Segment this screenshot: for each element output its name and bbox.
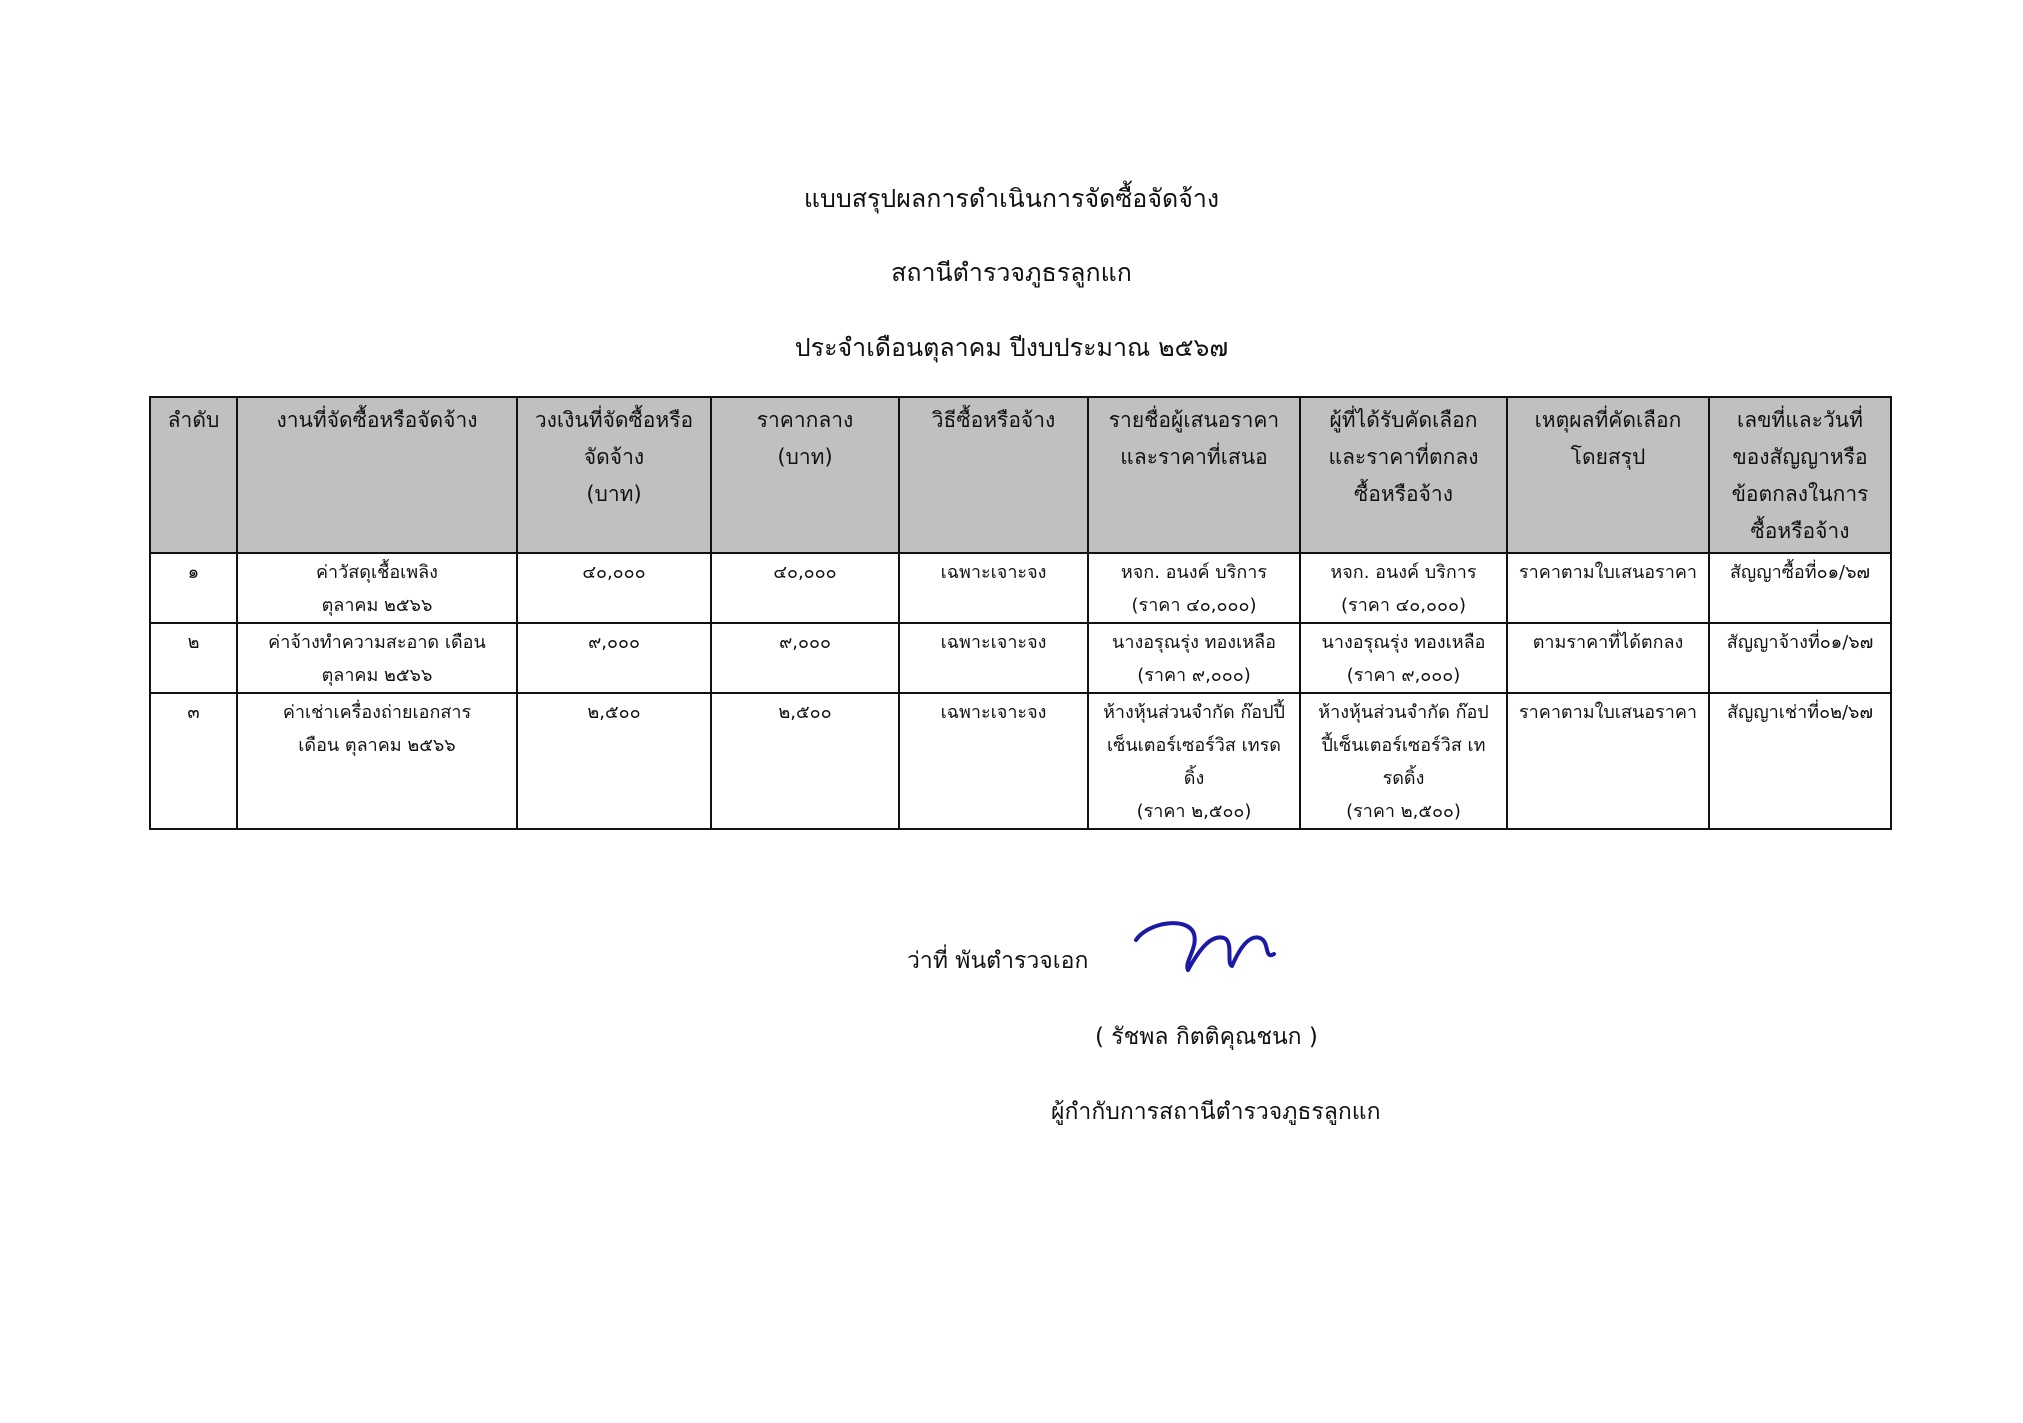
col-header-no: ลำดับ: [150, 397, 237, 553]
cell-reason: ราคาตามใบเสนอราคา: [1507, 553, 1709, 623]
cell-contract: สัญญาจ้างที่๐๑/๖๗: [1709, 623, 1891, 693]
cell-method: เฉพาะเจาะจง: [899, 553, 1088, 623]
table-row: [150, 693, 1891, 829]
col-header-reason: เหตุผลที่คัดเลือก โดยสรุป: [1507, 397, 1709, 553]
col-header-item: งานที่จัดซื้อหรือจัดจ้าง: [237, 397, 517, 553]
table-header-row: [150, 397, 1891, 553]
col-header-budget: วงเงินที่จัดซื้อหรือ จัดจ้าง (บาท): [517, 397, 711, 553]
report-period: ประจำเดือนตุลาคม ปีงบประมาณ ๒๕๖๗: [794, 333, 1229, 362]
cell-median-price: ๔๐,๐๐๐: [711, 553, 899, 623]
cell-bidders: ห้างหุ้นส่วนจำกัด ก๊อปปี้ เซ็นเตอร์เซอร์วิส เทรด ดิ้ง (ราคา ๒,๕๐๐): [1088, 693, 1300, 829]
document-title: แบบสรุปผลการดำเนินการจัดซื้อจัดจ้าง: [803, 184, 1220, 213]
cell-bidders: หจก. อนงค์ บริการ (ราคา ๔๐,๐๐๐): [1088, 553, 1300, 623]
cell-item: ค่าเช่าเครื่องถ่ายเอกสาร เดือน ตุลาคม ๒๕๖๖: [237, 693, 517, 829]
cell-reason: ตามราคาที่ได้ตกลง: [1507, 623, 1709, 693]
cell-no: ๒: [150, 623, 237, 693]
signatory-name: ( รัชพล กิตติคุณชนก ): [1095, 1024, 1318, 1050]
cell-budget: ๙,๐๐๐: [517, 623, 711, 693]
cell-budget: ๔๐,๐๐๐: [517, 553, 711, 623]
signatory-position: ผู้กำกับการสถานีตำรวจภูธรลูกแก: [1051, 1099, 1381, 1125]
cell-method: เฉพาะเจาะจง: [899, 693, 1088, 829]
cell-median-price: ๙,๐๐๐: [711, 623, 899, 693]
col-header-method: วิธีซื้อหรือจ้าง: [899, 397, 1088, 553]
col-header-median-price: ราคากลาง (บาท): [711, 397, 899, 553]
col-header-contract: เลขที่และวันที่ ของสัญญาหรือ ข้อตกลงในการ ซื้อหรือจ้าง: [1709, 397, 1891, 553]
cell-reason: ราคาตามใบเสนอราคา: [1507, 693, 1709, 829]
col-header-bidders: รายชื่อผู้เสนอราคา และราคาที่เสนอ: [1088, 397, 1300, 553]
cell-item: ค่าจ้างทำความสะอาด เดือน ตุลาคม ๒๕๖๖: [237, 623, 517, 693]
cell-budget: ๒,๕๐๐: [517, 693, 711, 829]
cell-no: ๑: [150, 553, 237, 623]
cell-selected: ห้างหุ้นส่วนจำกัด ก๊อป ปี้เซ็นเตอร์เซอร์วิส เท รดดิ้ง (ราคา ๒,๕๐๐): [1300, 693, 1507, 829]
cell-bidders: นางอรุณรุ่ง ทองเหลือ (ราคา ๙,๐๐๐): [1088, 623, 1300, 693]
agency-name: สถานีตำรวจภูธรลูกแก: [891, 258, 1132, 287]
table-row: [150, 553, 1891, 623]
handwritten-signature: [1128, 912, 1288, 982]
procurement-summary-table: [149, 396, 1892, 830]
signatory-rank: ว่าที่ พันตำรวจเอก: [907, 948, 1089, 974]
table-row: [150, 623, 1891, 693]
cell-method: เฉพาะเจาะจง: [899, 623, 1088, 693]
cell-selected: หจก. อนงค์ บริการ (ราคา ๔๐,๐๐๐): [1300, 553, 1507, 623]
cell-contract: สัญญาเช่าที่๐๒/๖๗: [1709, 693, 1891, 829]
cell-item: ค่าวัสดุเชื้อเพลิง ตุลาคม ๒๕๖๖: [237, 553, 517, 623]
cell-no: ๓: [150, 693, 237, 829]
cell-selected: นางอรุณรุ่ง ทองเหลือ (ราคา ๙,๐๐๐): [1300, 623, 1507, 693]
col-header-selected: ผู้ที่ได้รับคัดเลือก และราคาที่ตกลง ซื้อหรือจ้าง: [1300, 397, 1507, 553]
cell-contract: สัญญาซื้อที่๐๑/๖๗: [1709, 553, 1891, 623]
cell-median-price: ๒,๕๐๐: [711, 693, 899, 829]
